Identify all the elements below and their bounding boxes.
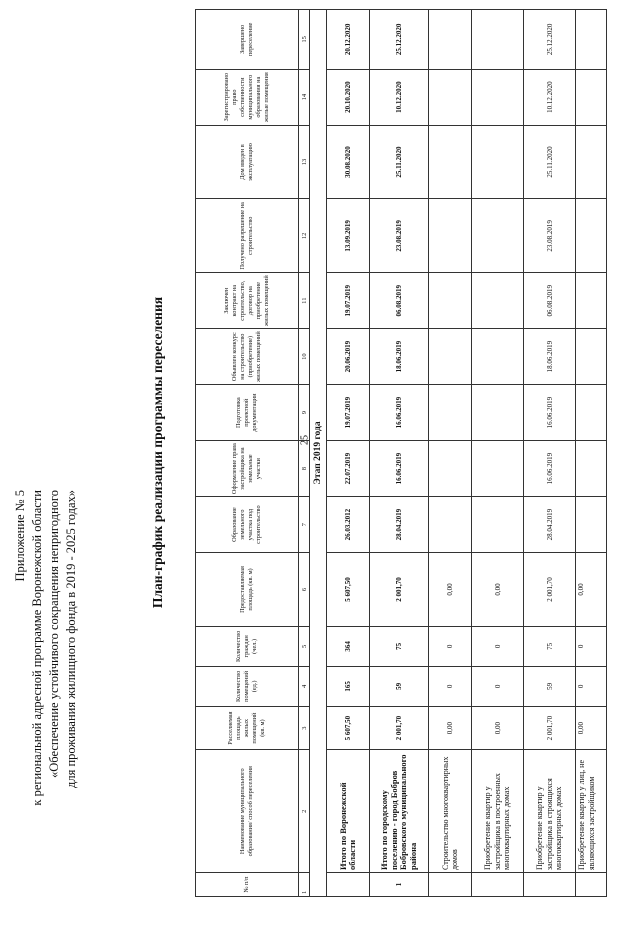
row-num (472, 873, 524, 897)
cell-commission (472, 125, 524, 199)
cell-permit (576, 199, 607, 273)
cell-completed: 25.12.2020 (370, 10, 429, 70)
cell-tender (576, 329, 607, 385)
header-cell: Дом введен в эксплуатацию (196, 125, 299, 199)
cell-provided: 0,00 (472, 553, 524, 627)
stage-row (310, 10, 327, 897)
cell-ownership (472, 69, 524, 125)
cell-completed: 20.12.2020 (327, 10, 370, 70)
cell-ownership: 20.10.2020 (327, 69, 370, 125)
cell-completed: 25.12.2020 (524, 10, 576, 70)
cell-ownership (576, 69, 607, 125)
cell-provided: 0,00 (576, 553, 607, 627)
cell-permit (429, 199, 472, 273)
column-number: 3 (299, 706, 310, 750)
cell-permit: 13.09.2019 (327, 199, 370, 273)
cell-people: 75 (370, 626, 429, 666)
cell-people: 364 (327, 626, 370, 666)
cell-area: 2 001,70 (524, 706, 576, 750)
column-number: 13 (299, 125, 310, 199)
cell-commission: 30.08.2020 (327, 125, 370, 199)
cell-rooms: 0 (576, 666, 607, 706)
document-title: План-график реализации программы переселения (150, 296, 165, 609)
row-name: Приобретение квартир у лиц, не являющихся застройщиком (576, 750, 607, 873)
column-number: 1 (299, 873, 310, 897)
cell-design (576, 385, 607, 441)
header-cell: Зарегистрировано право собственности муниципального образования на жилые помещения (196, 69, 299, 125)
cell-provided: 2 001,70 (524, 553, 576, 627)
header-cell: Расселяемая площадь жилых помещений (кв. м) (196, 706, 299, 750)
cell-tender (472, 329, 524, 385)
table-row (327, 10, 370, 897)
cell-rooms: 59 (524, 666, 576, 706)
header-cell: Количество граждан (чел.) (196, 626, 299, 666)
appendix-line: «Обеспечение устойчивого сокращения непригодного (47, 490, 61, 778)
appendix-block (12, 490, 80, 950)
row-num: 1 (370, 873, 429, 897)
cell-rooms: 165 (327, 666, 370, 706)
cell-contract: 19.07.2019 (327, 273, 370, 329)
cell-land (472, 497, 524, 553)
row-name: Итого по Воронежской области (327, 750, 370, 873)
cell-area: 0,00 (576, 706, 607, 750)
header-cell: Подготовка проектной документации (196, 385, 299, 441)
column-number: 9 (299, 385, 310, 441)
cell-rights (576, 441, 607, 497)
header-cell: Количество помещений (ед.) (196, 666, 299, 706)
cell-land (429, 497, 472, 553)
cell-provided: 5 607,50 (327, 553, 370, 627)
header-cell: Завершено переселение (196, 10, 299, 70)
cell-people: 0 (472, 626, 524, 666)
column-number: 8 (299, 441, 310, 497)
cell-rights (472, 441, 524, 497)
cell-contract (472, 273, 524, 329)
cell-permit (472, 199, 524, 273)
table-row (524, 10, 576, 897)
column-number-row (299, 10, 310, 897)
column-number: 12 (299, 199, 310, 273)
table-row (429, 10, 472, 897)
schedule-table (195, 9, 607, 897)
header-cell: Предоставляемая площадь (кв. м) (196, 553, 299, 627)
cell-land: 26.03.2012 (327, 497, 370, 553)
cell-tender: 18.06.2019 (370, 329, 429, 385)
cell-completed (576, 10, 607, 70)
cell-people: 0 (576, 626, 607, 666)
row-num (429, 873, 472, 897)
cell-rooms: 0 (429, 666, 472, 706)
cell-land: 28.04.2019 (524, 497, 576, 553)
cell-commission: 25.11.2020 (524, 125, 576, 199)
column-number: 5 (299, 626, 310, 666)
cell-tender (429, 329, 472, 385)
cell-completed (472, 10, 524, 70)
row-name: Строительство многоквартирных домов (429, 750, 472, 873)
cell-contract: 06.08.2019 (524, 273, 576, 329)
cell-provided: 0,00 (429, 553, 472, 627)
row-name: Приобретение квартир у застройщика в строящихся многоквартирных домах (524, 750, 576, 873)
cell-area: 5 607,50 (327, 706, 370, 750)
cell-rights (429, 441, 472, 497)
cell-design: 16.06.2019 (370, 385, 429, 441)
appendix-line: для проживания жилищного фонда в 2019 - 2025 годах» (64, 490, 78, 788)
row-name: Итого по городскому поселению - город Бобров Бобровского муниципального района (370, 750, 429, 873)
cell-rooms: 59 (370, 666, 429, 706)
cell-contract (576, 273, 607, 329)
row-num (327, 873, 370, 897)
page-number: 25 (299, 435, 311, 445)
cell-contract: 06.08.2019 (370, 273, 429, 329)
cell-permit: 23.08.2019 (524, 199, 576, 273)
cell-provided: 2 001,70 (370, 553, 429, 627)
cell-commission: 25.11.2020 (370, 125, 429, 199)
cell-permit: 23.08.2019 (370, 199, 429, 273)
cell-rooms: 0 (472, 666, 524, 706)
cell-commission (576, 125, 607, 199)
cell-land (576, 497, 607, 553)
appendix-line: Приложение № 5 (13, 490, 27, 582)
header-cell: Наименование муниципального образования/ способ переселения (196, 750, 299, 873)
stage-label: Этап 2019 года (310, 10, 327, 897)
cell-design (472, 385, 524, 441)
table-row (370, 10, 429, 897)
header-cell: Заключен контракт на строительство, договор на приобретение жилых помещений (196, 273, 299, 329)
column-number: 15 (299, 10, 310, 70)
cell-people: 0 (429, 626, 472, 666)
cell-completed (429, 10, 472, 70)
column-number: 11 (299, 273, 310, 329)
header-cell: № п/п (196, 873, 299, 897)
column-number: 7 (299, 497, 310, 553)
cell-area: 0,00 (472, 706, 524, 750)
cell-design (429, 385, 472, 441)
header-cell: Оформление права застройщика на земельные участки (196, 441, 299, 497)
header-cell: Объявлен конкурс на строительство (приобретение) жилых помещений (196, 329, 299, 385)
row-num (524, 873, 576, 897)
cell-contract (429, 273, 472, 329)
cell-design: 16.06.2019 (524, 385, 576, 441)
cell-rights: 22.07.2019 (327, 441, 370, 497)
header-cell: Образование земельного участка под строительство (196, 497, 299, 553)
cell-tender: 20.06.2019 (327, 329, 370, 385)
table-row (472, 10, 524, 897)
column-number: 4 (299, 666, 310, 706)
column-number: 6 (299, 553, 310, 627)
cell-people: 75 (524, 626, 576, 666)
column-number: 2 (299, 750, 310, 873)
header-cell: Получено разрешение на строительство (196, 199, 299, 273)
cell-rights: 16.06.2019 (524, 441, 576, 497)
table-row (576, 10, 607, 897)
cell-rights: 16.06.2019 (370, 441, 429, 497)
row-num (576, 873, 607, 897)
row-name: Приобретение квартир у застройщика в построенных многоквартирных домах (472, 750, 524, 873)
appendix-line: к региональной адресной программе Воронежской области (30, 490, 44, 806)
cell-commission (429, 125, 472, 199)
column-number: 10 (299, 329, 310, 385)
cell-ownership (429, 69, 472, 125)
cell-land: 28.04.2019 (370, 497, 429, 553)
column-number: 14 (299, 69, 310, 125)
cell-tender: 18.06.2019 (524, 329, 576, 385)
cell-area: 2 001,70 (370, 706, 429, 750)
header-row (196, 10, 299, 897)
cell-ownership: 10.12.2020 (524, 69, 576, 125)
cell-area: 0,00 (429, 706, 472, 750)
cell-ownership: 10.12.2020 (370, 69, 429, 125)
cell-design: 19.07.2019 (327, 385, 370, 441)
